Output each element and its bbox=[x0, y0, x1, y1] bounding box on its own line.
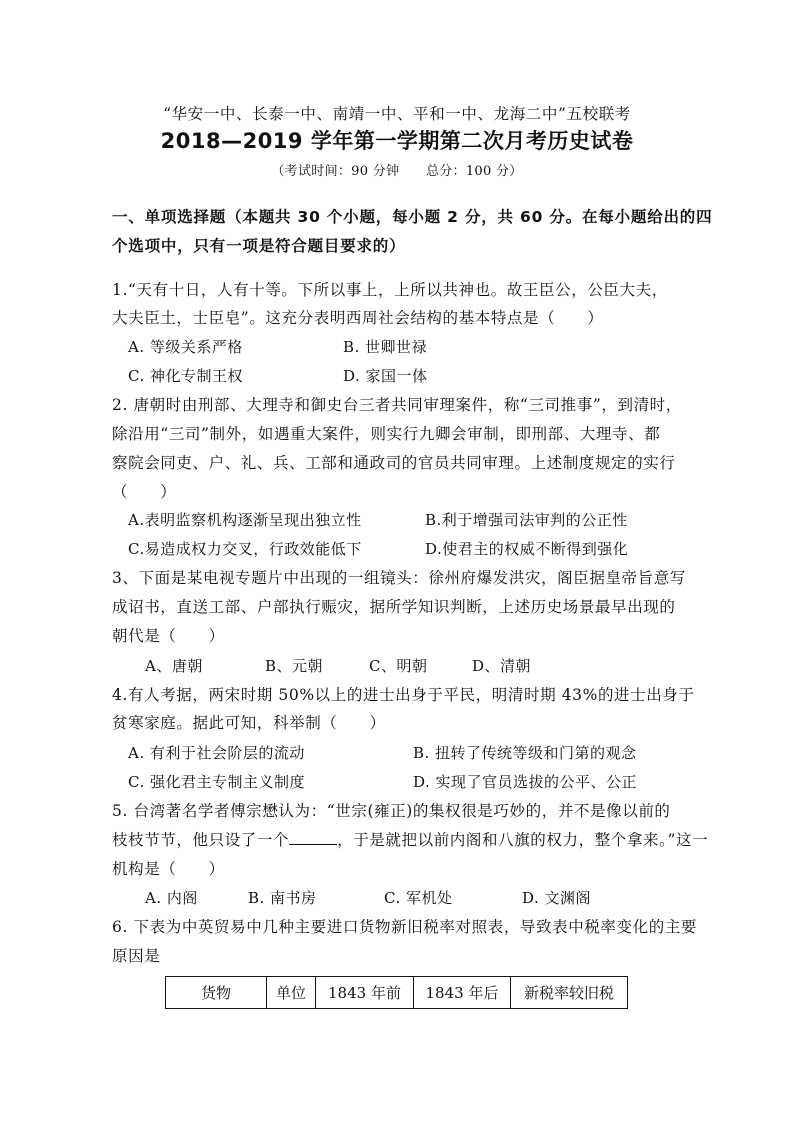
question-4-option-b: B. 扭转了传统等级和门第的观念 bbox=[413, 744, 637, 762]
question-2-option-a: A.表明监察机构逐渐呈现出独立性 bbox=[128, 511, 362, 529]
question-1-line1: 1.“天有十日，人有十等。下所以事上，上所以共神也。故王臣公，公臣大夫， bbox=[112, 281, 668, 299]
table-header-goods: 货物 bbox=[166, 977, 267, 1009]
question-5-option-c: C. 军机处 bbox=[384, 889, 453, 907]
question-5-line2-suffix: ，于是就把以前内阁和八旗的权力，整个拿来。”这一 bbox=[337, 831, 709, 849]
question-2-line1: 2. 唐朝时由刑部、大理寺和御史台三者共同审理案件，称“三司推事”，到清时， bbox=[112, 396, 682, 414]
question-2-line4: （ ） bbox=[112, 483, 177, 501]
question-1-option-b: B. 世卿世禄 bbox=[343, 338, 428, 356]
question-2-option-c: C.易造成权力交叉，行政效能低下 bbox=[128, 540, 362, 558]
table-header-row bbox=[166, 977, 628, 1009]
question-4-option-c: C. 强化君主专制主义制度 bbox=[128, 773, 305, 791]
question-1-option-d: D. 家国一体 bbox=[343, 367, 428, 385]
question-5-line1: 5. 台湾著名学者傅宗懋认为：“世宗(雍正)的集权很是巧妙的，并不是像以前的 bbox=[112, 802, 671, 820]
question-3-line3: 朝代是（ ） bbox=[112, 627, 225, 645]
question-3-option-b: B、元朝 bbox=[265, 657, 324, 675]
question-1-option-c: C. 神化专制王权 bbox=[128, 367, 243, 385]
question-2-line2: 除沿用“三司”制外，如遇重大案件，则实行九卿会审制，即刑部、大理寺、都 bbox=[112, 425, 661, 443]
question-3-line1: 3、下面是某电视专题片中出现的一组镜头：徐州府爆发洪灾，阁臣据皇帝旨意写 bbox=[112, 569, 686, 587]
table-header-after-1843: 1843 年后 bbox=[414, 977, 511, 1009]
question-6-line2: 原因是 bbox=[112, 947, 161, 965]
question-3-line2: 成诏书，直送工部、户部执行赈灾，据所学知识判断，上述历史场景最早出现的 bbox=[112, 598, 676, 616]
section-heading-line1: 一、单项选择题（本题共 30 个小题，每小题 2 分，共 60 分。在每小题给出的四 bbox=[112, 208, 713, 226]
question-4-line1: 4.有人考据，两宋时期 50%以上的进士出身于平民，明清时期 43%的进士出身于 bbox=[112, 686, 695, 704]
table-header-unit: 单位 bbox=[267, 977, 316, 1009]
table-header-rate-change: 新税率较旧税 bbox=[511, 977, 628, 1009]
question-2-option-d: D.使君主的权威不断得到强化 bbox=[425, 540, 629, 558]
section-heading-line2: 个选项中，只有一项是符合题目要求的） bbox=[112, 237, 406, 255]
table-header-before-1843: 1843 年前 bbox=[316, 977, 414, 1009]
school-list: “华安一中、长泰一中、南靖一中、平和一中、龙海二中”五校联考 bbox=[163, 105, 631, 123]
question-4-option-a: A. 有利于社会阶层的流动 bbox=[128, 744, 305, 762]
question-5-option-b: B. 南书房 bbox=[248, 889, 317, 907]
tariff-table bbox=[165, 976, 628, 1009]
question-5-option-a: A. 内阁 bbox=[145, 889, 198, 907]
question-1-line2: 大夫臣土，士臣皂”。这充分表明西周社会结构的基本特点是（ ） bbox=[112, 309, 604, 327]
question-3-option-a: A、唐朝 bbox=[145, 657, 203, 675]
question-2-line3: 察院会同吏、户、礼、兵、工部和通政司的官员共同审理。上述制度规定的实行 bbox=[112, 454, 676, 472]
question-5-option-d: D. 文渊阁 bbox=[522, 889, 592, 907]
question-5-line2-prefix: 枝枝节节，他只设了一个 bbox=[112, 831, 290, 849]
question-3-option-c: C、明朝 bbox=[369, 657, 428, 675]
question-1-option-a: A. 等级关系严格 bbox=[128, 338, 243, 356]
question-6-line1: 6. 下表为中英贸易中几种主要进口货物新旧税率对照表，导致表中税率变化的主要 bbox=[112, 918, 698, 936]
fill-in-blank bbox=[289, 830, 337, 845]
question-5-line2 bbox=[112, 830, 708, 850]
question-5-line3: 机构是（ ） bbox=[112, 860, 225, 878]
page-title: 2018—2019 学年第一学期第二次月考历史试卷 bbox=[160, 129, 634, 153]
question-2-option-b: B.利于增强司法审判的公正性 bbox=[425, 511, 628, 529]
question-3-option-d: D、清朝 bbox=[472, 657, 532, 675]
question-4-option-d: D. 实现了官员选拔的公平、公正 bbox=[413, 773, 638, 791]
question-4-line2: 贫寒家庭。据此可知，科举制（ ） bbox=[112, 714, 386, 732]
exam-info: （考试时间：90 分钟 总分：100 分） bbox=[271, 164, 523, 179]
